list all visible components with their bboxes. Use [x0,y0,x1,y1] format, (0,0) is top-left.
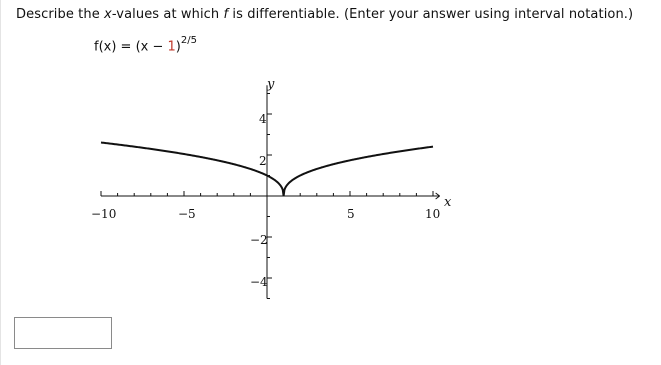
question-x-variable: x [104,7,112,22]
x-tick-label-neg10: −10 [91,207,117,221]
question-prefix: Describe the [16,7,105,22]
formula-equals: = (x − [116,39,168,55]
question-suffix: is differentiable. (Enter your answer using interval notation.) [228,7,634,22]
formula-close: ) [175,39,181,55]
question-f-variable: f [223,7,229,22]
question-middle: -values at which [111,7,224,22]
x-tick-label-neg5: −5 [178,207,196,221]
graph-axes [101,85,440,298]
y-tick-label-neg2: −2 [250,233,268,247]
y-tick-label-2: 2 [259,154,267,168]
y-tick-label-neg4: −4 [250,275,268,289]
x-tick-label-5: 5 [347,207,355,221]
formula-exponent: 2/5 [180,35,197,46]
x-axis-label: x [444,195,452,210]
formula-fx: f(x) [94,39,117,55]
formula-constant: 1 [167,39,176,55]
answer-input[interactable] [14,317,112,349]
y-axis-label: y [267,77,275,92]
y-tick-label-4: 4 [259,112,267,126]
x-tick-label-10: 10 [425,207,441,221]
